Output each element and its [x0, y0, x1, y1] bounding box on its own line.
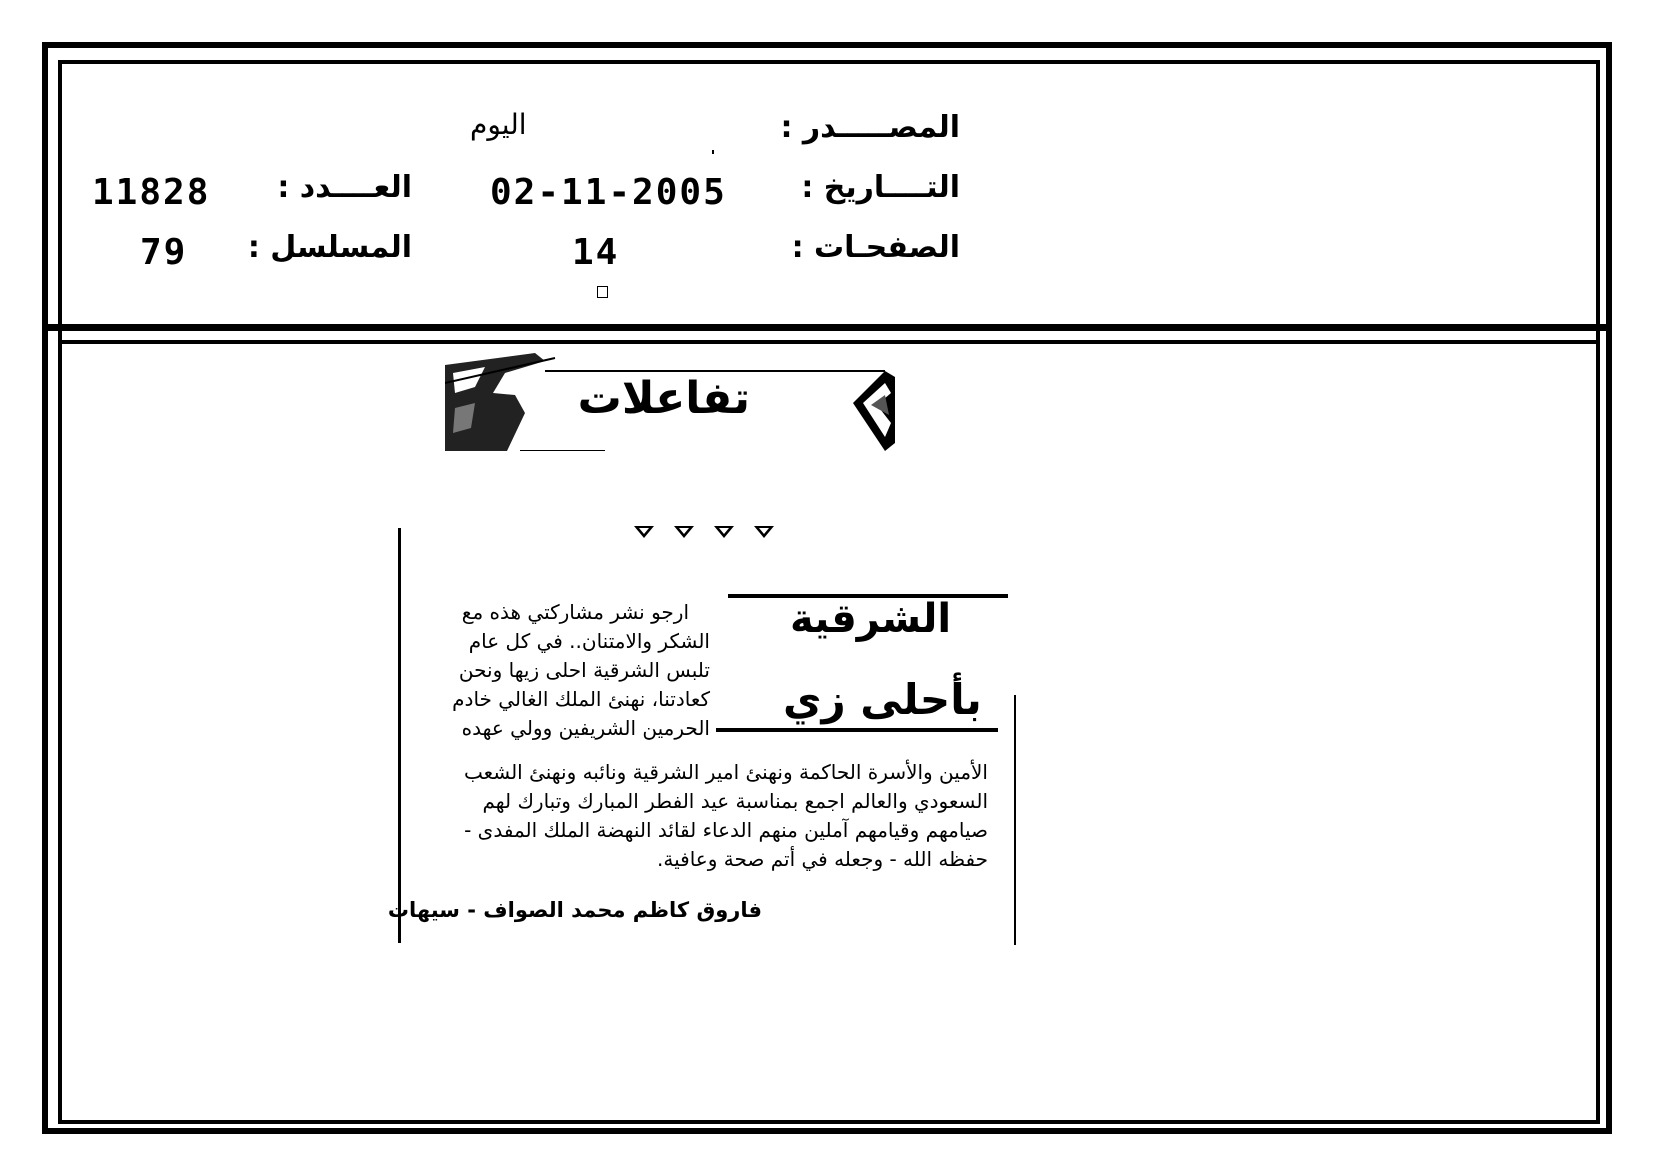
stray-mark	[712, 150, 714, 154]
article-body-line: السعودي والعالم اجمع بمناسبة عيد الفطر المبارك وتبارك لهم	[482, 789, 988, 813]
section-title: تفاعلات	[577, 373, 750, 424]
inner-frame	[58, 60, 1600, 1124]
date-value: 02-11-2005	[490, 172, 727, 213]
article-headline-line1: الشرقية	[790, 596, 952, 642]
article-signature: فاروق كاظم محمد الصواف - سيهات	[387, 898, 762, 922]
clipping-right-rule	[1014, 695, 1016, 945]
article-body-line: الحرمين الشريفين وولي عهده	[461, 716, 710, 740]
date-label: التــــاريخ :	[801, 170, 960, 205]
article-body-line: ارجو نشر مشاركتي هذه مع	[461, 600, 689, 624]
article-body-line: حفظه الله - وجعله في أتم صحة وعافية.	[657, 847, 988, 871]
serial-label: المسلسل :	[247, 230, 412, 265]
checkbox-mark	[597, 286, 608, 298]
source-label: المصـــــدر :	[780, 110, 960, 145]
header-divider-thin	[58, 340, 1600, 344]
pages-label: الصفحـات :	[791, 230, 960, 265]
article-body-line: الشكر والامتنان.. في كل عام	[468, 629, 710, 653]
pages-value: 14	[572, 232, 620, 273]
article-body-line: تلبس الشرقية احلى زيها ونحن	[458, 658, 710, 682]
article-body-line: الأمين والأسرة الحاكمة ونهنئ امير الشرقية ونائبه ونهنئ الشعب	[463, 760, 988, 784]
issue-label: العــــدد :	[277, 170, 412, 205]
headline-rule-bottom	[716, 728, 998, 732]
article-headline-line2: بأحلى زي	[783, 675, 982, 724]
section-banner	[445, 353, 895, 451]
source-value: اليوم	[470, 108, 527, 141]
clipping-left-rule	[398, 528, 401, 943]
issue-value: 11828	[92, 172, 211, 213]
header-divider-thick	[42, 324, 1612, 331]
arrow-markers-icon	[630, 524, 780, 542]
serial-value: 79	[140, 232, 188, 273]
article-body-line: صيامهم وقيامهم آملين منهم الدعاء لقائد النهضة الملك المفدى -	[464, 818, 988, 842]
article-body-line: كعادتنا، نهنئ الملك الغالي خادم	[452, 687, 710, 711]
